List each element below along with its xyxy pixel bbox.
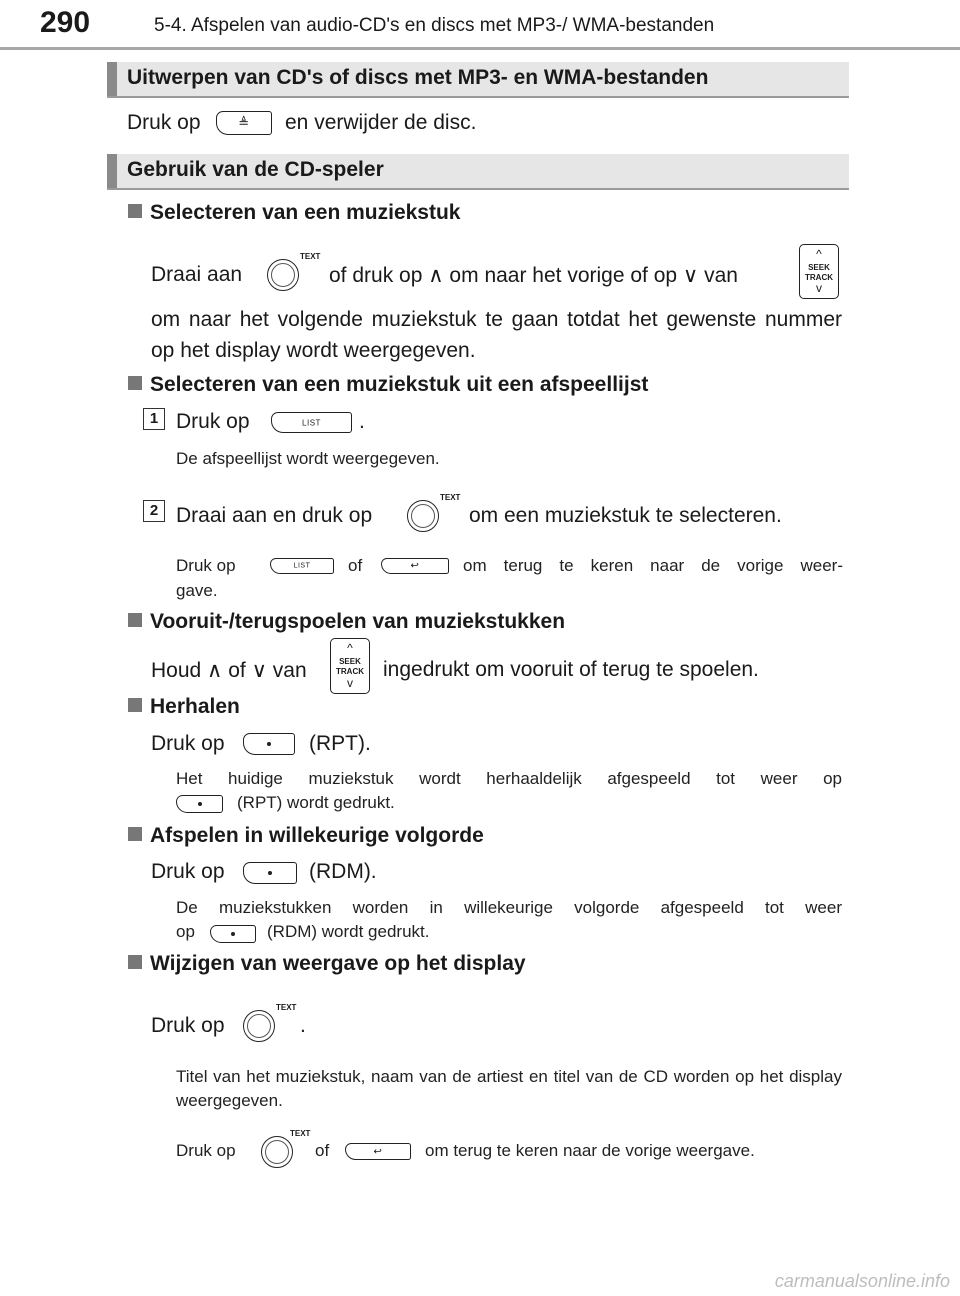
seek-heading-text: Vooruit-/terugspoelen van muziekstukken [150, 610, 566, 633]
random-heading [128, 824, 484, 848]
section-eject-title: Uitwerpen van CD's of discs met MP3- en WMA-bestanden [127, 66, 709, 89]
watermark: carmanualsonline.info [774, 1271, 950, 1291]
chevron-down-icon: v [816, 281, 822, 295]
chevron-up-icon: ^ [816, 247, 822, 261]
random-text-b: (RDM). [309, 860, 377, 883]
back-glyph: ↩ [410, 560, 420, 572]
page-number: 290 [40, 6, 91, 39]
random-note-b: op [176, 922, 195, 941]
dot-icon [231, 932, 235, 936]
random-note-a: De muziekstukken worden in willekeurige volgorde afgespeeld tot weer [176, 898, 842, 917]
back-glyph: ↩ [373, 1146, 383, 1157]
dot-icon [198, 802, 202, 806]
square-bullet-icon [128, 955, 142, 969]
repeat-text-a: Druk op [151, 732, 225, 755]
preset-button-icon [243, 862, 297, 884]
playlist-heading [128, 373, 648, 397]
section-bar [107, 62, 117, 96]
random-text-a: Druk op [151, 860, 225, 883]
repeat-text-b: (RPT). [309, 732, 371, 755]
back-button-icon [345, 1143, 411, 1160]
display-text-a: Druk op [151, 1014, 225, 1037]
eject-text-before: Druk op [127, 111, 201, 134]
square-bullet-icon [128, 827, 142, 841]
track-label: TRACK [805, 273, 833, 282]
select-track-heading [128, 201, 460, 225]
seek-text-a: Houd ∧ of ∨ van [151, 659, 307, 682]
section-bar [107, 154, 117, 188]
tune-knob-icon [261, 1136, 293, 1168]
header-divider [0, 47, 960, 50]
display-note2-b: of [315, 1141, 330, 1160]
section-cd-player-title: Gebruik van de CD-speler [127, 158, 384, 181]
chevron-down-icon: v [347, 676, 353, 690]
back-button-icon [381, 558, 449, 574]
tune-knob-icon [243, 1010, 275, 1042]
playlist-heading-text: Selecteren van een muziekstuk uit een afspeellijst [150, 373, 649, 396]
display-note2-a: Druk op [176, 1141, 236, 1160]
random-heading-text: Afspelen in willekeurige volgorde [150, 824, 484, 847]
display-note1: Titel van het muziekstuk, naam van de artiest en titel van de CD worden op het display weergegeven. [176, 1067, 842, 1110]
eject-glyph: ≜ [238, 115, 250, 130]
seek-heading [128, 610, 565, 634]
list-label: LIST [302, 418, 321, 427]
playlist-step2-a: Draai aan en druk op [176, 504, 373, 527]
seek-text-b: ingedrukt om vooruit of terug te spoelen. [383, 658, 759, 681]
list-button-icon [270, 558, 334, 574]
display-heading-text: Wijzigen van weergave op het display [150, 952, 526, 975]
chevron-up-icon: ^ [347, 641, 353, 655]
dot-icon [267, 742, 271, 746]
preset-button-icon [210, 925, 256, 943]
playlist-step2-note-c: om terug te keren naar de vorige weer- [463, 556, 843, 575]
playlist-step2-note-d: gave. [176, 581, 218, 600]
chapter-title: 5-4. Afspelen van audio-CD's en discs met MP3-/ WMA-bestanden [154, 15, 715, 36]
playlist-step2-note-b: of [348, 556, 363, 575]
section-eject-header [107, 62, 849, 98]
square-bullet-icon [128, 204, 142, 218]
step-number-1: 1 [143, 408, 165, 430]
seek-label: SEEK [339, 657, 361, 666]
repeat-heading [128, 695, 240, 719]
eject-button-icon [216, 111, 272, 135]
text-knob-label: TEXT [440, 493, 461, 502]
playlist-step2-b: om een muziekstuk te selecteren. [469, 504, 782, 527]
square-bullet-icon [128, 376, 142, 390]
playlist-step1-b: . [359, 410, 365, 433]
select-track-heading-text: Selecteren van een muziekstuk [150, 201, 461, 224]
select-track-line1-b: of druk op ∧ om naar het vorige of op ∨ van [329, 264, 738, 287]
select-track-line2: om naar het volgende muziekstuk te gaan totdat het gewenste nummer op het display wordt weergegeven. [151, 308, 842, 362]
seek-track-button-icon [330, 638, 370, 694]
playlist-step1-a: Druk op [176, 410, 250, 433]
text-knob-label: TEXT [276, 1003, 297, 1012]
preset-button-icon [176, 795, 223, 813]
playlist-step1-note: De afspeellijst wordt weergegeven. [176, 449, 440, 468]
tune-knob-icon [407, 500, 439, 532]
section-cd-player-header [107, 154, 849, 190]
random-note-c: (RDM) wordt gedrukt. [267, 922, 430, 941]
step-number-2: 2 [143, 500, 165, 522]
display-heading [128, 952, 526, 976]
display-text-b: . [300, 1014, 306, 1037]
list-label: LIST [293, 562, 311, 570]
tune-knob-icon [267, 259, 299, 291]
repeat-heading-text: Herhalen [150, 695, 240, 718]
dot-icon [268, 871, 272, 875]
display-note2-c: om terug te keren naar de vorige weergave. [425, 1141, 755, 1160]
seek-label: SEEK [808, 263, 830, 272]
square-bullet-icon [128, 698, 142, 712]
select-track-line1-a: Draai aan [151, 263, 243, 286]
preset-button-icon [243, 733, 295, 755]
eject-text-after: en verwijder de disc. [285, 111, 477, 134]
text-knob-label: TEXT [300, 252, 321, 261]
playlist-step2-note-a: Druk op [176, 556, 236, 575]
repeat-note-b: (RPT) wordt gedrukt. [237, 793, 395, 812]
track-label: TRACK [336, 667, 364, 676]
square-bullet-icon [128, 613, 142, 627]
repeat-note-a: Het huidige muziekstuk wordt herhaaldelijk afgespeeld tot weer op [176, 769, 842, 788]
seek-track-button-icon [799, 244, 839, 299]
text-knob-label: TEXT [290, 1129, 311, 1138]
list-button-icon [271, 412, 352, 433]
